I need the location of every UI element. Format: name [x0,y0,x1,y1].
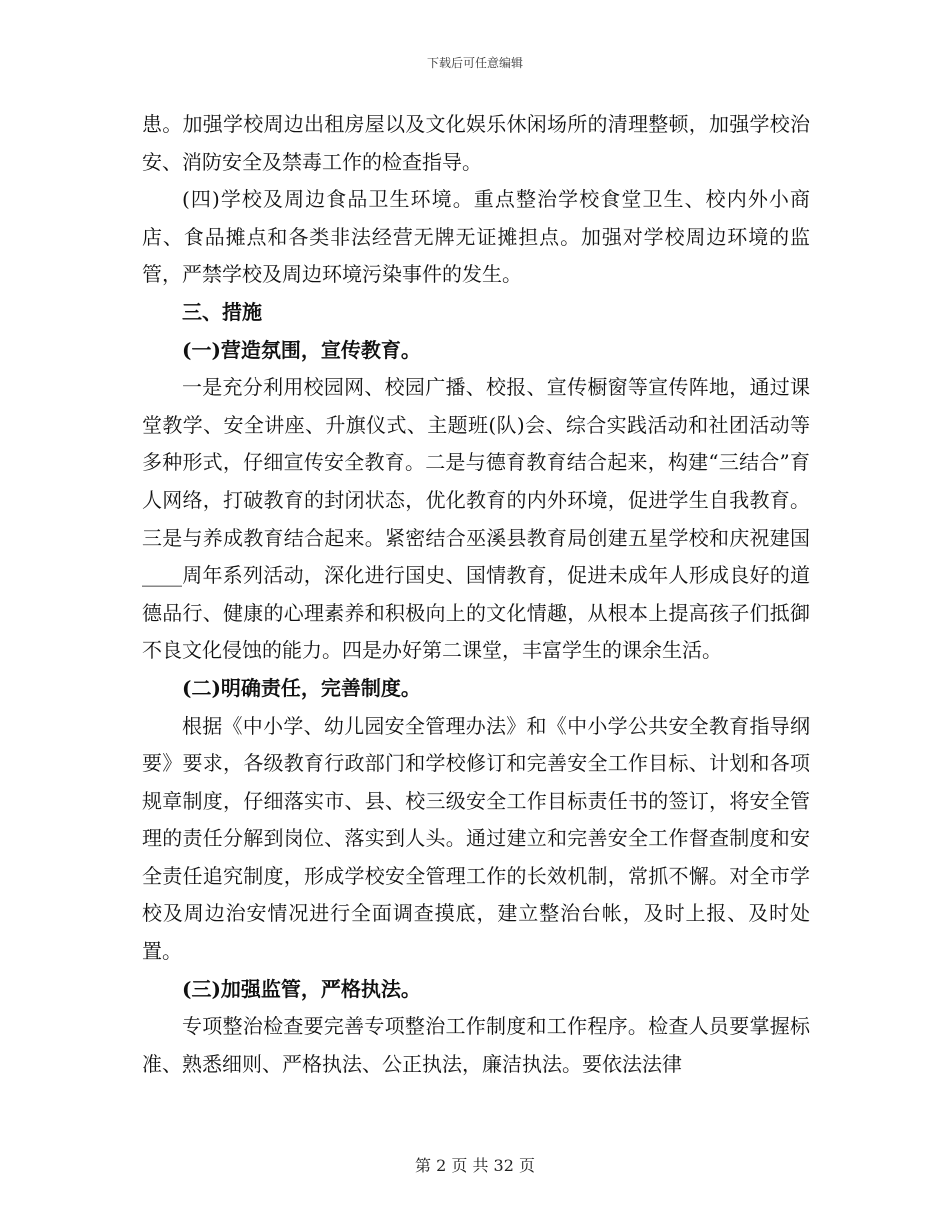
paragraph-responsibility: 根据《中小学、幼儿园安全管理办法》和《中小学公共安全教育指导纲要》要求，各级教育行政部门和学校修订和完善安全工作目标、计划和各项规章制度，仔细落实市、县、校三级安全工作目标责任书的签订，将安全管理的责任分解到岗位、落实到人头。通过建立和完善安全工作督查制度和安全责任追究制度，形成学校安全管理工作的长效机制，常抓不懈。对全市学校及周边治安情况进行全面调查摸底，建立整治台帐，及时上报、及时处置。 [142,713,810,964]
document-body [142,106,810,1083]
subheading-supervision: (三)加强监管，严格执法。 [182,976,421,1001]
paragraph-education: 一是充分利用校园网、校园广播、校报、宣传橱窗等宣传阵地，通过课堂教学、安全讲座、升旗仪式、主题班(队)会、综合实践活动和社团活动等多种形式，仔细宣传安全教育。二是与德育教育结合起来，构建“三结合”育人网络，打破教育的封闭状态，优化教育的内外环境，促进学生自我教育。三是与养成教育结合起来。紧密结合巫溪县教育局创建五星学校和庆祝建国____周年系列活动，深化进行国史、国情教育，促进未成年人形成良好的道德品行、健康的心理素养和积极向上的文化情趣，从根本上提高孩子们抵御不良文化侵蚀的能力。四是办好第二课堂，丰富学生的课余生活。 [142,375,810,663]
subheading-responsibility: (二)明确责任，完善制度。 [182,675,421,700]
paragraph-supervision: 专项整治检查要完善专项整治工作制度和工作程序。检查人员要掌握标准、熟悉细则、严格执法、公正执法，廉洁执法。要依法法律 [142,1014,810,1076]
page-header-note: 下载后可任意编辑 [426,56,523,70]
paragraph-continuation: 患。加强学校周边出租房屋以及文化娱乐休闲场所的清理整顿，加强学校治安、消防安全及禁毒工作的检查指导。 [142,112,810,174]
subheading-atmosphere: (一)营造氛围，宣传教育。 [182,337,421,362]
page-footer: 第 2 页 共 32 页 [415,1156,535,1175]
section-heading-measures: 三、措施 [182,299,262,324]
paragraph-food-hygiene: (四)学校及周边食品卫生环境。重点整治学校食堂卫生、校内外小商店、食品摊点和各类非法经营无牌无证摊担点。加强对学校周边环境的监管，严禁学校及周边环境污染事件的发生。 [142,187,810,287]
